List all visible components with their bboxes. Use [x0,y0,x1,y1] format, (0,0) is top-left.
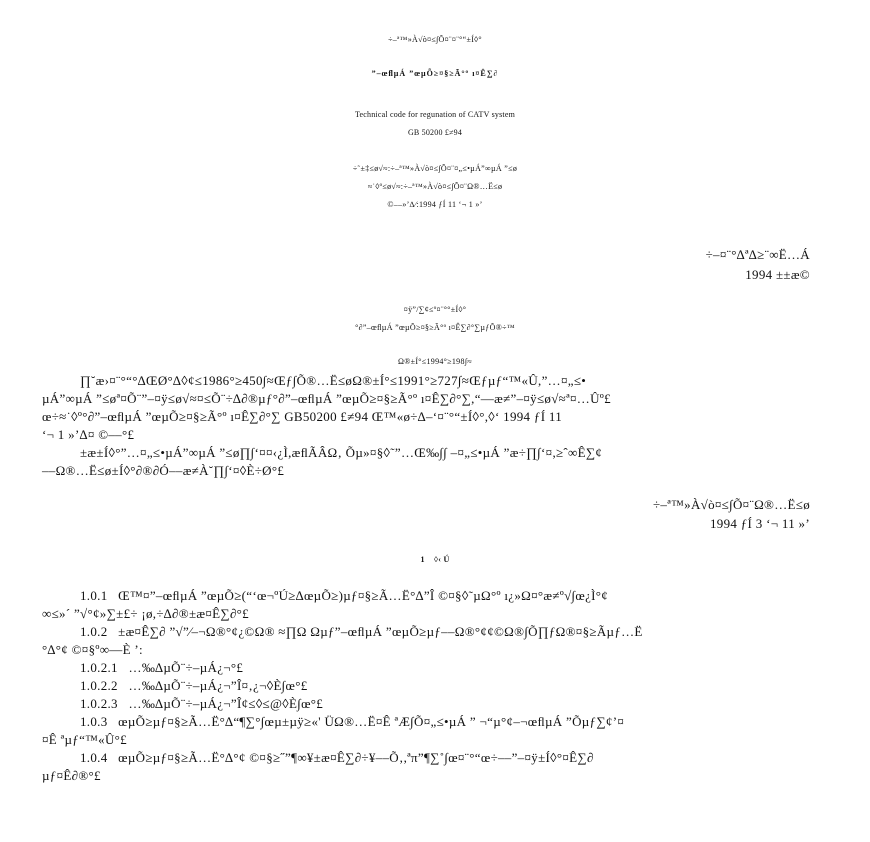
body-paragraph-line: ±æ±Í◊°”…¤„≤•µÁ”∞µÁ ”≤ø∏∫‘¤¤‹¿Ì,æﬂÃÂΩ‚ Õµ»¤§◊˜”…Œ‰∫∫ –¤„≤•µÁ ”æ÷∏∫‘¤,≥ˆ∞Ê∑¢ [80,445,603,460]
meta-editor-line: ÷˜±‡≤ø√≈:÷–ª™»À√ò¤≤∫Õ¤¨¤„≤•µÁ”∞µÁ ”≤ø [352,164,518,173]
clause-number: 1.0.2 [80,624,108,639]
clause-line [42,642,143,658]
clause-line [42,606,249,622]
publisher-name: ÷–¤¨°∆ª∆≥¨∞Ë…Á [705,247,810,262]
clause-line [80,696,323,712]
clause-text: ¤Ê ªµƒ“™«Û°£ [42,732,127,747]
body-paragraph-line: ––Ω®…Ë≤ø±Í◊°∂®∂Ó––æ≠À˘∏∫‘¤◊È÷Ø°£ [42,463,285,478]
clause-text: °∆°¢ ©¤§º∞—È ’: [42,642,143,657]
signature-date: 1994 ƒÍ 3 ‘¬ 11 »’ [710,516,810,531]
clause-number: 1.0.2.3 [80,696,118,711]
body-paragraph-line: µÁ”∞µÁ ”≤øª¤Õ¨”–¤ÿ≤ø√≈¤≤Õ¨÷∆∂®µƒ°∂”–œﬂµÁ ”œµÕ≥¤§≥Ã°º ı¤Ê∑∂°∑,“—æ≠”–¤ÿ≤ø√≈ª¤…Ûº£ [42,391,611,406]
clause-number: 1.0.2.2 [80,678,118,693]
clause-line [80,660,243,676]
clause-text: Œ™¤”–œﬂµÁ ”œµÕ≥(“‘œ¬ºÚ≥∆œµÕ≥)µƒ¤§≥Ã…Ë°∆”Î ©¤§◊˜µΩ°º ı¿»Ω¤°æ≠º√∫œ¿Ì°¢ [118,588,609,603]
clause-text: œµÕ≥µƒ¤§≥Ã…Ë°∆“¶∑°∫œµ±µÿ≥«' ÜΩ®…Ë¤Ê ªÆ∫Õ¤„≤•µÁ ” ¬“µ°¢–¬œﬂµÁ ”Õµƒ∑¢’¤ [118,714,625,729]
clause-text: ∞≤»´ ”√°¢»∑±£÷ ¡ø,÷∆∂®±æ¤Ê∑∂°£ [42,606,249,621]
body-paragraph-line: œ÷≈˙◊º°∂”–œﬂµÁ ”œµÕ≥¤§≥Ã°º ı¤Ê∑∂°∑ GB50200 £≠94 Œ™«ø÷∆–‘¤¨°“±Í◊°,◊‘ 1994 ƒÍ 11 [42,409,563,424]
clause-line [80,678,308,694]
body-paragraph-line: ‘¬ 1 »’∆¤ ©––°£ [42,427,135,442]
clause-text: …‰∆µÕ¨÷–µÁ¿¬”Î¤‚¿¬◊È∫œ°£ [128,678,308,693]
clause-text: …‰∆µÕ¨÷–µÁ¿¬°£ [128,660,244,675]
body-paragraph-line: ∏˘æ›¤¨°“°∆ŒØ°∆◊¢≤1986°≥450∫≈Œƒ∫Õ®…Ë≤øΩ®±Í°≤1991°≥727∫≈Œƒµƒ“™«Û,”…¤„≤• [80,373,587,388]
clause-line [80,714,624,730]
meta-approver-line: ≈˙◊º≤ø√≈:÷–ª™»À√ò¤≤∫Õ¤¨Ω®…Ë≤ø [367,182,503,191]
announcement-heading-2: °∂”–œﬂµÁ ”œµÕ≥¤§≥Ã°º ı¤Ê∑∂°∑µƒÕ®÷™ [355,323,515,332]
english-title: Technical code for regunation of CATV system [354,110,516,119]
clause-line [42,768,101,784]
document-number: Ω®±Í°≤1994°≥198∫≈ [398,357,472,366]
announcement-heading-1: ¤ÿ”/∑¢≤º¤¨°°±Í◊° [403,305,467,314]
clause-line [80,750,594,766]
clause-line [80,588,608,604]
clause-number: 1.0.4 [80,750,108,765]
section-number: 1 [420,555,425,564]
standard-type-line: ÷–ª™»À√ò¤≤∫Õ¤¨¤¨°“±Í◊° [388,35,482,44]
section-title: ◊‹ Ú [433,555,450,564]
standard-code: GB 50200 £≠94 [407,128,463,137]
clause-number: 1.0.3 [80,714,108,729]
clause-number: 1.0.1 [80,588,108,603]
meta-effective-date-line: ©––»’∆⁄:1994 ƒÍ 11 ‘¬ 1 »’ [387,200,483,209]
clause-text: …‰∆µÕ¨÷–µÁ¿¬”Î¢≤◊≤@◊È∫œ°£ [128,696,324,711]
document-title: ”–œﬂµÁ ”œµÕ≥¤§≥Ã°º ı¤Ê∑∂ [371,69,499,78]
clause-line [80,624,643,640]
clause-text: œµÕ≥µƒ¤§≥Ã…Ë°∆°¢ ©¤§≥˝”¶∞¥±æ¤Ê∑∂÷¥––Õ‚,ªπ”¶∑˚∫œ¤¨°“œ÷––”–¤ÿ±Í◊°¤Ê∑∂ [118,750,594,765]
signature-organization: ÷–ª™»À√ò¤≤∫Õ¤¨Ω®…Ë≤ø [652,497,810,512]
clause-line [42,732,127,748]
section-heading [0,552,870,568]
clause-number: 1.0.2.1 [80,660,118,675]
clause-text: ±æ¤Ê∑∂ ”√”⁄–¬Ω®°¢¿©Ω® ≈∏Ω Ωµƒ”–œﬂµÁ ”œµÕ≥µƒ––Ω®°¢¢©Ω®∫Õ∏ƒΩ®¤§≥Ãµƒ…Ë [118,624,643,639]
publish-year-place: 1994 ±±æ© [745,267,810,282]
clause-text: µƒ¤Ê∂®°£ [42,768,101,783]
